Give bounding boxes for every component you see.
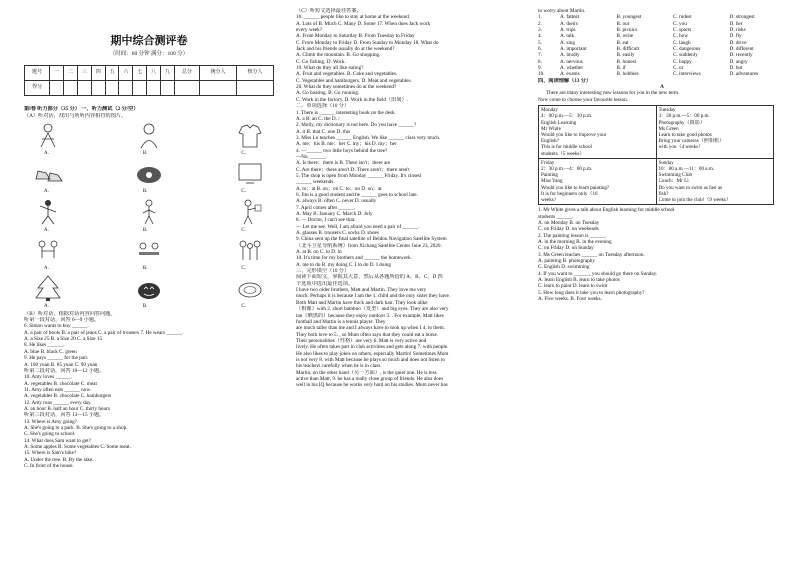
option-number: 10. (538, 71, 545, 78)
text-line: A. to；at B. on；on C. to；on D. on；at (296, 185, 382, 192)
option-label: B. (142, 227, 148, 233)
box-line: Mr White (541, 125, 561, 132)
option-choice: D. but (729, 65, 743, 72)
text-line: —No, ______. (296, 153, 327, 160)
passage-intro: Now come to choose your favourite lesson. (538, 96, 629, 103)
text-line: 19. What do they all like eating? (296, 65, 364, 72)
picture-row-4-labels (24, 266, 274, 272)
right-column (538, 8, 786, 302)
question-line: C. She's going to school. (24, 431, 76, 438)
box-line: Painting (541, 172, 558, 179)
part1-heading: 第Ⅰ卷 听力部分（35 分） 一、听力测试（2 分/空） (24, 106, 139, 113)
option-number: 7. (538, 52, 542, 59)
text-line: 3. Miss Lu teaches ______ English. We like ______ class very much. (296, 134, 441, 141)
option-choice: C. or (673, 65, 684, 72)
option-label: C. (241, 189, 246, 195)
question-line: A. vegetables B. chocolate C. hamburgers (24, 393, 112, 400)
question-line: A. Five weeks. B. Four weeks. (538, 296, 602, 303)
question-line: 8. He likes ______. (24, 342, 65, 349)
option-number: 3. (538, 27, 542, 34)
picture-row-3-labels (24, 228, 274, 234)
option-choice: A. important (560, 46, 587, 53)
score-cell (160, 81, 174, 96)
score-cell (105, 81, 119, 96)
text-line: 10. It's time for my brothers and ______ the homework. (296, 255, 413, 262)
reading-heading: 四、阅读理解（13 分） (538, 77, 592, 84)
score-cell (91, 81, 105, 96)
text-line: well in his IQ because he works very hard on his studies. Mum never has (296, 382, 448, 389)
score-row-label: 得分 (25, 81, 50, 96)
option-choice: A. sing (560, 39, 575, 46)
score-table-header-cell: 八 (147, 66, 161, 81)
christmas-tree-illustration (32, 274, 64, 302)
option-label: B. (142, 151, 148, 157)
question-line: A. learn English B. learn to take photos (538, 276, 620, 283)
option-number: 4. (538, 33, 542, 40)
option-label: C. (241, 151, 246, 157)
question-line: 2. The painting lesson is ______. (538, 232, 607, 239)
score-table-header-row (25, 66, 274, 81)
text-line: A. From Monday to Saturday B. From Tuesday to Friday (296, 33, 415, 40)
text-line: 7. April comes after ______. (296, 204, 356, 211)
mooncake-illustration (234, 274, 266, 302)
box-line: fish? (658, 190, 669, 197)
section-heading: 听第一段对话，回答 6—9 小题。 (24, 317, 100, 324)
question-line: A. a Size 25 B. a Size 20 C. a Size 15 (24, 336, 103, 343)
box-line: 4：00 p.m.—5：30 p.m. (541, 113, 593, 120)
option-number: 9. (538, 65, 542, 72)
text-line: A. a B. an C. the D. / (296, 115, 340, 122)
box-line: Miss Yang (541, 178, 563, 185)
option-choice: B. picnics (616, 27, 638, 34)
text-line: A. May B. January C. March D. July (296, 211, 373, 217)
box-line: Would you like to improve your (541, 131, 607, 138)
box-line: Tuesday (658, 107, 676, 114)
option-label: A. (44, 227, 49, 233)
cd-player-illustration (133, 159, 165, 187)
shoes-illustration (32, 159, 64, 187)
left-column (24, 8, 274, 469)
text-line: 1. There is ______ interesting book on the desk. (296, 109, 396, 116)
box-line: English Learning (541, 119, 577, 126)
box-line: Sunday (658, 159, 674, 166)
option-row (538, 71, 786, 77)
text-line: lively. He often takes part in club activities and gets along 7. with people. (296, 344, 449, 351)
question-line: A. on Monday B. on Tuesday (538, 219, 600, 226)
option-choice: D. adventures (729, 71, 759, 78)
score-cell (174, 81, 199, 96)
option-choice: D. her (729, 20, 743, 27)
question-line: C. English D. swimming (538, 264, 590, 271)
question-line: A. She's going to a park. B. She's going to a shop. (24, 424, 128, 431)
text-line: 三、完形填空（10 分） (296, 268, 350, 275)
box-line: This is for middle school (541, 144, 592, 151)
option-label: B. (142, 189, 148, 195)
score-table-header-cell: 五 (105, 66, 119, 81)
text-line: Martin, on the other hand（另一方面）, is the quiet one. He is less (296, 369, 437, 376)
option-choice: B. if (616, 65, 626, 72)
option-choice: C. you (673, 20, 687, 27)
middle-column (296, 8, 532, 389)
box-line: students（5 weeks） (541, 150, 585, 157)
text-line: A. Go boating. B. Go running. (296, 90, 360, 97)
question-line: A. blue B. black C. green (24, 348, 77, 355)
score-table-header-cell: 九 (160, 66, 174, 81)
passage-intro: There are many interesting new lessons for you in the new term. (546, 90, 680, 97)
box-line: Swimming Club (658, 172, 693, 179)
score-table-header-cell: 三 (78, 66, 92, 81)
option-choice: B. write (616, 33, 634, 40)
question-line: A. Some apples B. Some vegetables C. Some meat. (24, 443, 131, 450)
picture-row-1 (24, 121, 274, 149)
pumpkin-illustration (133, 274, 165, 302)
option-choice: A. fattest (560, 14, 580, 21)
option-choice: A. theirs (560, 20, 578, 27)
text-line: A. Climb the mountain. B. Go shopping. (296, 52, 381, 59)
question-line: 13. Where is Amy going? (24, 418, 78, 425)
text-line: A. me to do B. my doing C. I to do D. I doing (296, 261, 391, 268)
exam-subtitle: （时间：60 分钟 满分：100 分） (109, 51, 189, 57)
shirt-illustration (234, 121, 266, 149)
text-line: A. glasses B. trousers C. socks D. shoes (296, 230, 379, 237)
question-line: A. painting B. photography (538, 257, 595, 264)
option-label: A. (44, 189, 49, 195)
option-number: 1. (538, 14, 542, 21)
option-choice: C. rudest (673, 14, 692, 21)
score-cell (133, 81, 147, 96)
text-line: A. it B. that C. one D. this (296, 128, 351, 135)
box-line: weeks） (541, 197, 559, 203)
score-table-header-cell: 统分人 (200, 66, 237, 81)
text-line: A. Lots of B. Much C. Many D. Some 17. When does Jack work (296, 20, 431, 27)
question-line: 6. Simon wants to buy ______. (24, 323, 89, 330)
question-line: 12. Amy runs ______ every day. (24, 399, 92, 406)
exam-title: 期中综合测评卷 (110, 34, 188, 47)
box-line: Photography（摄影） (658, 119, 705, 126)
text-line: Jack and his friends usually do at the weekend? (296, 46, 395, 53)
person-walking-illustration (133, 198, 165, 226)
text-line: C. Are there；there aren't D. There aren't；there aren't (296, 166, 410, 173)
box-line: Come to join the club!（9 weeks） (658, 197, 732, 203)
option-number: 5. (538, 39, 542, 46)
option-choice: D. risks (729, 27, 746, 34)
text-line: He also likes to play jokes on others, especially Martin! Sometimes Mum (296, 350, 449, 357)
option-choice: C. laugh (673, 39, 691, 46)
lesson-schedule-table (538, 105, 774, 205)
question-line: students ______. (538, 213, 574, 220)
friday-lesson-box (539, 158, 657, 204)
text-line: A. Fruit and vegetables. B. Coke and vegetables. (296, 71, 398, 78)
monday-lesson-box (539, 106, 657, 159)
text-line: A. Is there；there is B. There isn't；there are (296, 160, 391, 167)
text-line: 5. The shop is open from Monday ______ Friday. It's closed (296, 172, 421, 179)
question-line: A. an hour B. half an hour C. thirty hours (24, 405, 110, 412)
question-line: 3. Ms Green teaches ______ on Tuesday afternoon. (538, 251, 645, 258)
text-line: 二、单项选择（10 分） (296, 103, 350, 110)
question-line: 听第二段对话，回答 10—12 小题。 (24, 367, 105, 374)
score-table-header-cell: 核分人 (236, 66, 273, 81)
option-label: C. (241, 304, 246, 310)
cloze-options (538, 14, 786, 77)
middle-column-text (296, 8, 532, 389)
score-cell (50, 81, 64, 96)
option-choice: A. talk (560, 33, 575, 40)
option-choice: B. our (616, 20, 630, 27)
text-line: 2. Molly, my dictionary is not here. Do you have ______? (296, 122, 417, 129)
option-label: A. (44, 266, 49, 272)
option-choice: D. drive (729, 39, 747, 46)
option-choice: D. recently (729, 52, 753, 59)
text-line: A. at B. on C. to D. in (296, 249, 342, 256)
score-table-header-cell: 二 (64, 66, 78, 81)
box-line: 10：00 a.m.—11：00 a.m. (658, 165, 715, 172)
score-cell (236, 81, 273, 96)
text-line: 个选项中选出最佳选项。 (296, 280, 354, 287)
score-cell (119, 81, 133, 96)
text-line: I have two older brothers, Matt and Martin. They love me very (296, 287, 427, 294)
option-label: A. (44, 304, 49, 310)
picture-row-2 (24, 159, 274, 187)
option-number: 6. (538, 46, 542, 53)
sunday-lesson-box (656, 158, 774, 204)
question-line: 11. Amy often eats ______ now. (24, 386, 92, 393)
text-line: football and Martin is a tennis player. They (296, 318, 386, 325)
question-line: 听第三段对话，回答 13—15 小题。 (24, 412, 105, 419)
part1-b-instruction: （B）听对话，根据对话内容回答问题。 (24, 310, 116, 317)
option-choice: C. bow (673, 33, 688, 40)
score-cell (147, 81, 161, 96)
option-choice: C. interviews (673, 71, 701, 78)
question-line: 4. If you want to ______, you should go there on Sunday. (538, 270, 658, 277)
text-line: ______ weekends. (296, 179, 335, 186)
score-cell (200, 81, 237, 96)
option-label: A. (44, 151, 49, 157)
boy-reading-illustration (32, 121, 64, 149)
score-table-header-cell: 四 (91, 66, 105, 81)
text-line: are much taller than me and I always have to look up when I 4. to them. (296, 325, 445, 332)
option-choice: C. suddenly (673, 52, 698, 59)
score-cell (64, 81, 78, 96)
box-line: 3：30 p.m.—5：00 p.m. (658, 113, 710, 120)
picture-row-1-labels (24, 151, 274, 157)
question-line: 1. Mr White gives a talk about English learning for middle school (538, 207, 675, 214)
family-illustration (234, 236, 266, 264)
option-choice: B. youngest (616, 14, 642, 21)
option-choice: A. nervous (560, 58, 583, 65)
question-line: C. on Friday D. on Sunday (538, 245, 594, 252)
text-line: — Let me see. Well, I am afraid you need a pair of ______. (296, 223, 420, 230)
text-line: A. always B. often C. never D. usually (296, 198, 377, 205)
text-line: Both Matt and Martin have thick and dark hair. They look alike (296, 299, 428, 306)
option-choice: A. loudly (560, 52, 580, 59)
text-line: is not very 8. with Matt because he plays so much and does not listen to (296, 356, 445, 363)
text-line: C. Go fishing. D. Work. (296, 58, 346, 65)
box-line: Do you want to swim as fast as (658, 184, 723, 191)
option-label: B. (142, 304, 148, 310)
text-line: much. Perhaps it is because I am the 1. child and the only sister they have. (296, 293, 451, 300)
option-choice: C. sports (673, 27, 692, 34)
option-number: 2. (538, 20, 542, 27)
option-choice: B. difficult (616, 46, 640, 53)
box-line: Bring your cameras（照相机） (658, 138, 725, 145)
text-line: （C）听短文选择最佳答案。 (296, 8, 362, 14)
question-line: 14. What does Sam want to get? (24, 437, 91, 444)
text-line: every week? (296, 27, 323, 34)
box-line: with you（4 weeks） (658, 144, 704, 151)
option-choice: B. easily (616, 52, 635, 59)
score-table-score-row (25, 81, 274, 96)
question-line: A. 100 yuan B. 85 yuan C. 90 yuan (24, 361, 98, 368)
text-line: C. Work in the factory. D. Work in the field（田间）. (296, 96, 409, 103)
question-line: C. In front of the house. (24, 463, 74, 469)
question-line: C. on Friday D. on weekends (538, 226, 599, 233)
option-choice: B. honest (616, 58, 637, 65)
option-label: C. (241, 266, 246, 272)
question-line: A. Under the tree. B. By the lake. (24, 456, 94, 463)
reading-questions (538, 207, 786, 302)
option-choice: C. happy (673, 58, 692, 65)
text-line: 9. China sent up the final satellite of Beidou Navigation Satellite System (296, 236, 447, 243)
text-line: 8. — Doctor, I can't see that. (296, 217, 356, 224)
question-line: C. learn to paint D. learn to swim (538, 283, 608, 290)
question-line: 5. How long does it take you to learn photography? (538, 289, 645, 296)
passage-letter: A (660, 84, 664, 91)
option-choice: B. eat (616, 39, 629, 46)
text-line: 6. Jim is a good student and he ______ goes to school late. (296, 191, 418, 198)
tv-illustration (234, 159, 266, 187)
score-table-header-cell: 一 (50, 66, 64, 81)
picture-row-2-labels (24, 189, 274, 195)
kids-at-table-illustration (133, 236, 165, 264)
text-line: 阅读下面短文，掌握其大意，然后从各题所给的 A、B、C、D 四 (296, 274, 443, 281)
text-line: 20. What do they sometimes do at the weekend? (296, 84, 397, 91)
text-line: his teachers carefully when he is in class. (296, 363, 382, 370)
cartoon-boy-illustration (133, 121, 165, 149)
option-choice: D. strongest (729, 14, 755, 21)
question-line: A. a pair of boots B. a pair of jeans C. a pair of trousers 7. He wears ______. (24, 329, 184, 336)
text-line: （相像）with 2. short bamboo（发型）and big eyes. They are also very (296, 306, 449, 313)
question-line: 10. Amy loves ______. (24, 374, 73, 381)
question-line: A. in the morning B. in the evening (538, 238, 612, 245)
picture-row-4 (24, 236, 274, 264)
question-line: 9. He pays ______ for the pair. (24, 355, 89, 362)
score-table-header-cell: 七 (133, 66, 147, 81)
box-line: Would you like to learn painting? (541, 184, 610, 191)
text-line: Their personalities（性格）are very 6. Matt is very active and (296, 337, 427, 344)
box-line: Coach：Mr Li (658, 178, 689, 185)
part1-a-instruction: （A）听对话，找出与所听内容相符的图片。 (24, 112, 127, 119)
box-line: English? (541, 138, 559, 145)
box-line: Friday (541, 159, 555, 166)
text-line: They both love to 5. , so Mum often says that they could eat a horse. (296, 331, 439, 338)
text-line: （北斗卫星导航系统）from Xichang Satellite Center June 23, 2020. (296, 242, 442, 249)
option-choice: D. angry (729, 58, 748, 65)
tuesday-lesson-box (656, 106, 774, 159)
picture-row-5 (24, 274, 274, 302)
picture-row-3 (24, 198, 274, 226)
score-table-header-cell: 总分 (174, 66, 199, 81)
score-cell (78, 81, 92, 96)
option-choice: D. different (729, 46, 754, 53)
option-choice: D. fly (729, 33, 742, 40)
dancing-person-illustration (32, 198, 64, 226)
score-table-header-cell: 六 (119, 66, 133, 81)
box-line: 2：30 p.m.—4：00 p.m. (541, 165, 593, 172)
text-line: C. Vegetables and hamburgers. D. Meat and vegetables. (296, 77, 412, 84)
text-line: active than Matt, 9. he has a really close group of friends. He also does (296, 375, 444, 382)
text-line: 16. ______ people like to stay at home at the weekend. (296, 14, 411, 21)
option-choice: A. exams (560, 71, 580, 78)
box-line: Monday (541, 107, 558, 114)
option-choice: C. dangerous (673, 46, 701, 53)
option-label: B. (142, 266, 148, 272)
question-line: A. vegetables B. chocolate C. meat (24, 380, 97, 387)
question-line: 15. Where is Sam's bike? (24, 450, 77, 457)
box-line: It is for beginners only（16 (541, 190, 598, 197)
option-choice: A. trips (560, 27, 576, 34)
option-choice: A. whether (560, 65, 584, 72)
option-number: 8. (538, 58, 542, 65)
person-with-item-illustration (234, 198, 266, 226)
box-line: Ms Green (658, 125, 679, 132)
score-table-header-cell: 题号 (25, 66, 50, 81)
passage-end: to worry about Martin. (538, 8, 586, 14)
text-line: tan（晒黑的）because they enjoy outdoor 3. . For example, Matt likes (296, 312, 444, 319)
children-playing-illustration (32, 236, 64, 264)
text-line: C. From Monday to Friday D. From Sunday to Monday 18. What do (296, 39, 439, 46)
text-line: A. me；his B. me；her C. my；his D. my；her (296, 141, 397, 148)
option-label: C. (241, 227, 246, 233)
option-choice: B. hobbies (616, 71, 639, 78)
box-line: Learn to take good photos (658, 131, 712, 138)
score-table (24, 65, 274, 96)
text-line: 4. —______ two little boys behind the tree? (296, 147, 388, 154)
listening-questions (24, 323, 274, 469)
